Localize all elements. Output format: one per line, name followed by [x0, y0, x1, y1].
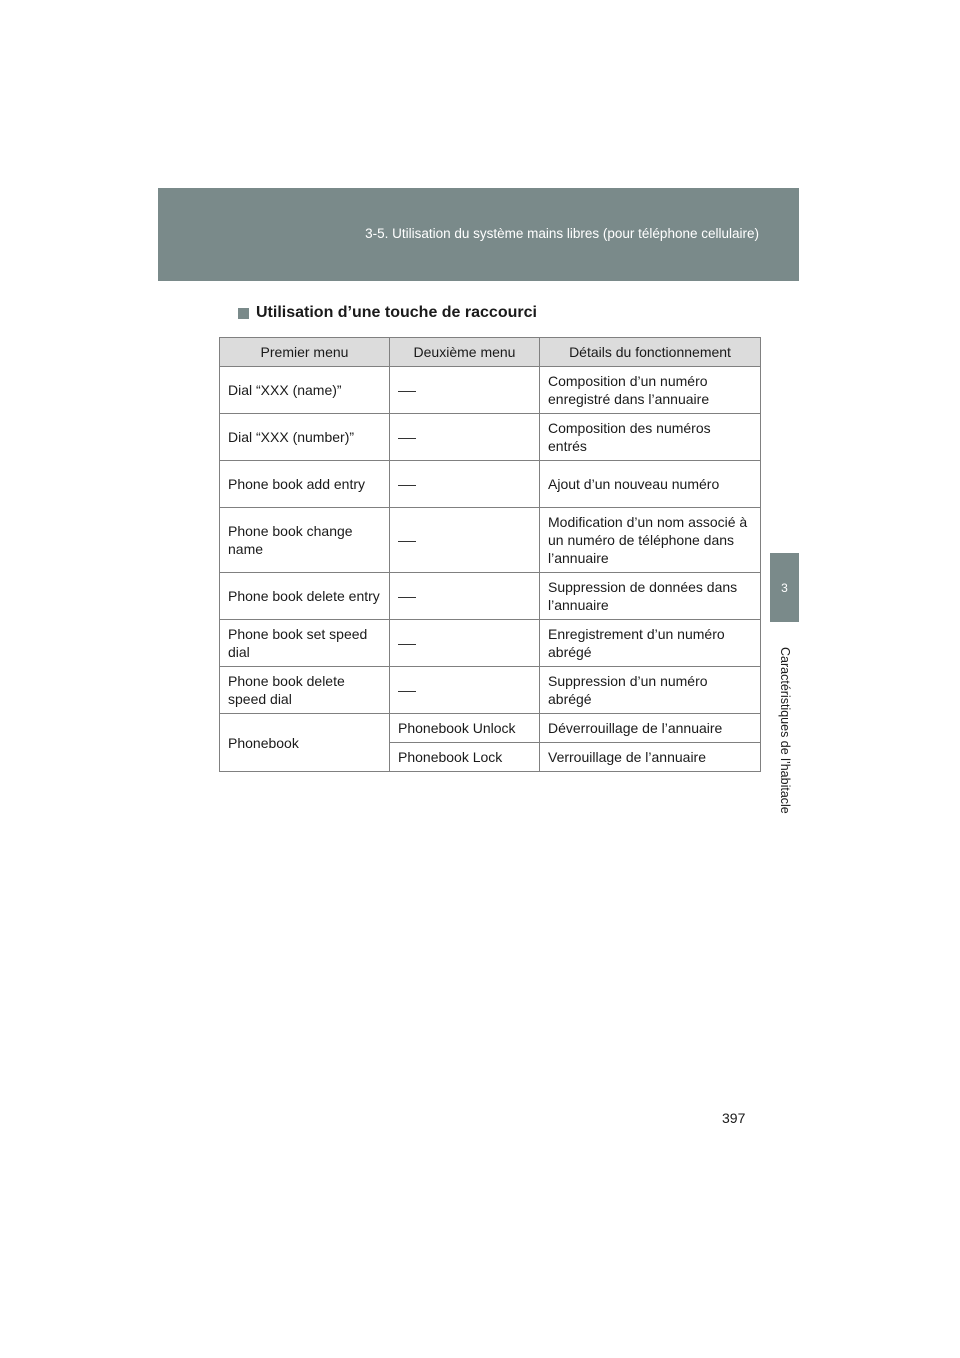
second-menu-cell — [390, 367, 540, 414]
details-cell: Composition d’un numéro enregistré dans l’annuaire — [540, 367, 761, 414]
dash-icon — [398, 485, 416, 486]
first-menu-cell: Phone book change name — [220, 508, 390, 573]
second-menu-cell — [390, 620, 540, 667]
shortcut-table — [219, 337, 761, 772]
column-header-first-menu: Premier menu — [220, 338, 390, 367]
section-heading — [238, 304, 537, 322]
dash-icon — [398, 644, 416, 645]
dash-icon — [398, 541, 416, 542]
details-cell: Déverrouillage de l’annuaire — [540, 714, 761, 743]
second-menu-cell: Phonebook Lock — [390, 743, 540, 772]
chapter-title-text: Caractéristiques de l’habitacle — [778, 646, 792, 814]
first-menu-cell: Phone book delete speed dial — [220, 667, 390, 714]
first-menu-cell: Dial “XXX (number)” — [220, 414, 390, 461]
first-menu-cell: Phone book delete entry — [220, 573, 390, 620]
chapter-tab-number: 3 — [770, 553, 799, 622]
details-cell: Suppression d’un numéro abrégé — [540, 667, 761, 714]
second-menu-cell — [390, 573, 540, 620]
table-row — [220, 508, 761, 573]
page-number: 397 — [722, 1110, 746, 1126]
second-menu-cell: Phonebook Unlock — [390, 714, 540, 743]
table-row — [220, 414, 761, 461]
first-menu-cell: Dial “XXX (name)” — [220, 367, 390, 414]
first-menu-cell: Phone book set speed dial — [220, 620, 390, 667]
dash-icon — [398, 691, 416, 692]
table-row — [220, 573, 761, 620]
table-row — [220, 461, 761, 508]
chapter-tab-title — [769, 630, 801, 830]
details-cell: Verrouillage de l’annuaire — [540, 743, 761, 772]
second-menu-cell — [390, 508, 540, 573]
section-heading-text: Utilisation d’une touche de raccourci — [256, 304, 537, 321]
second-menu-cell — [390, 414, 540, 461]
table-row — [220, 620, 761, 667]
first-menu-cell: Phonebook — [220, 714, 390, 772]
table-header-row — [220, 338, 761, 367]
second-menu-cell — [390, 461, 540, 508]
second-menu-cell — [390, 667, 540, 714]
details-cell: Enregistrement d’un numéro abrégé — [540, 620, 761, 667]
square-bullet-icon — [238, 308, 249, 319]
dash-icon — [398, 391, 416, 392]
dash-icon — [398, 438, 416, 439]
section-title: 3-5. Utilisation du système mains libres (pour téléphone cellulaire) — [365, 226, 759, 241]
header-band — [158, 188, 799, 281]
first-menu-cell: Phone book add entry — [220, 461, 390, 508]
details-cell: Ajout d’un nouveau numéro — [540, 461, 761, 508]
dash-icon — [398, 597, 416, 598]
details-cell: Suppression de données dans l’annuaire — [540, 573, 761, 620]
details-cell: Modification d’un nom associé à un numéro de téléphone dans l’annuaire — [540, 508, 761, 573]
column-header-details: Détails du fonctionnement — [540, 338, 761, 367]
table-row — [220, 714, 761, 743]
table-row — [220, 667, 761, 714]
details-cell: Composition des numéros entrés — [540, 414, 761, 461]
table-row — [220, 367, 761, 414]
column-header-second-menu: Deuxième menu — [390, 338, 540, 367]
